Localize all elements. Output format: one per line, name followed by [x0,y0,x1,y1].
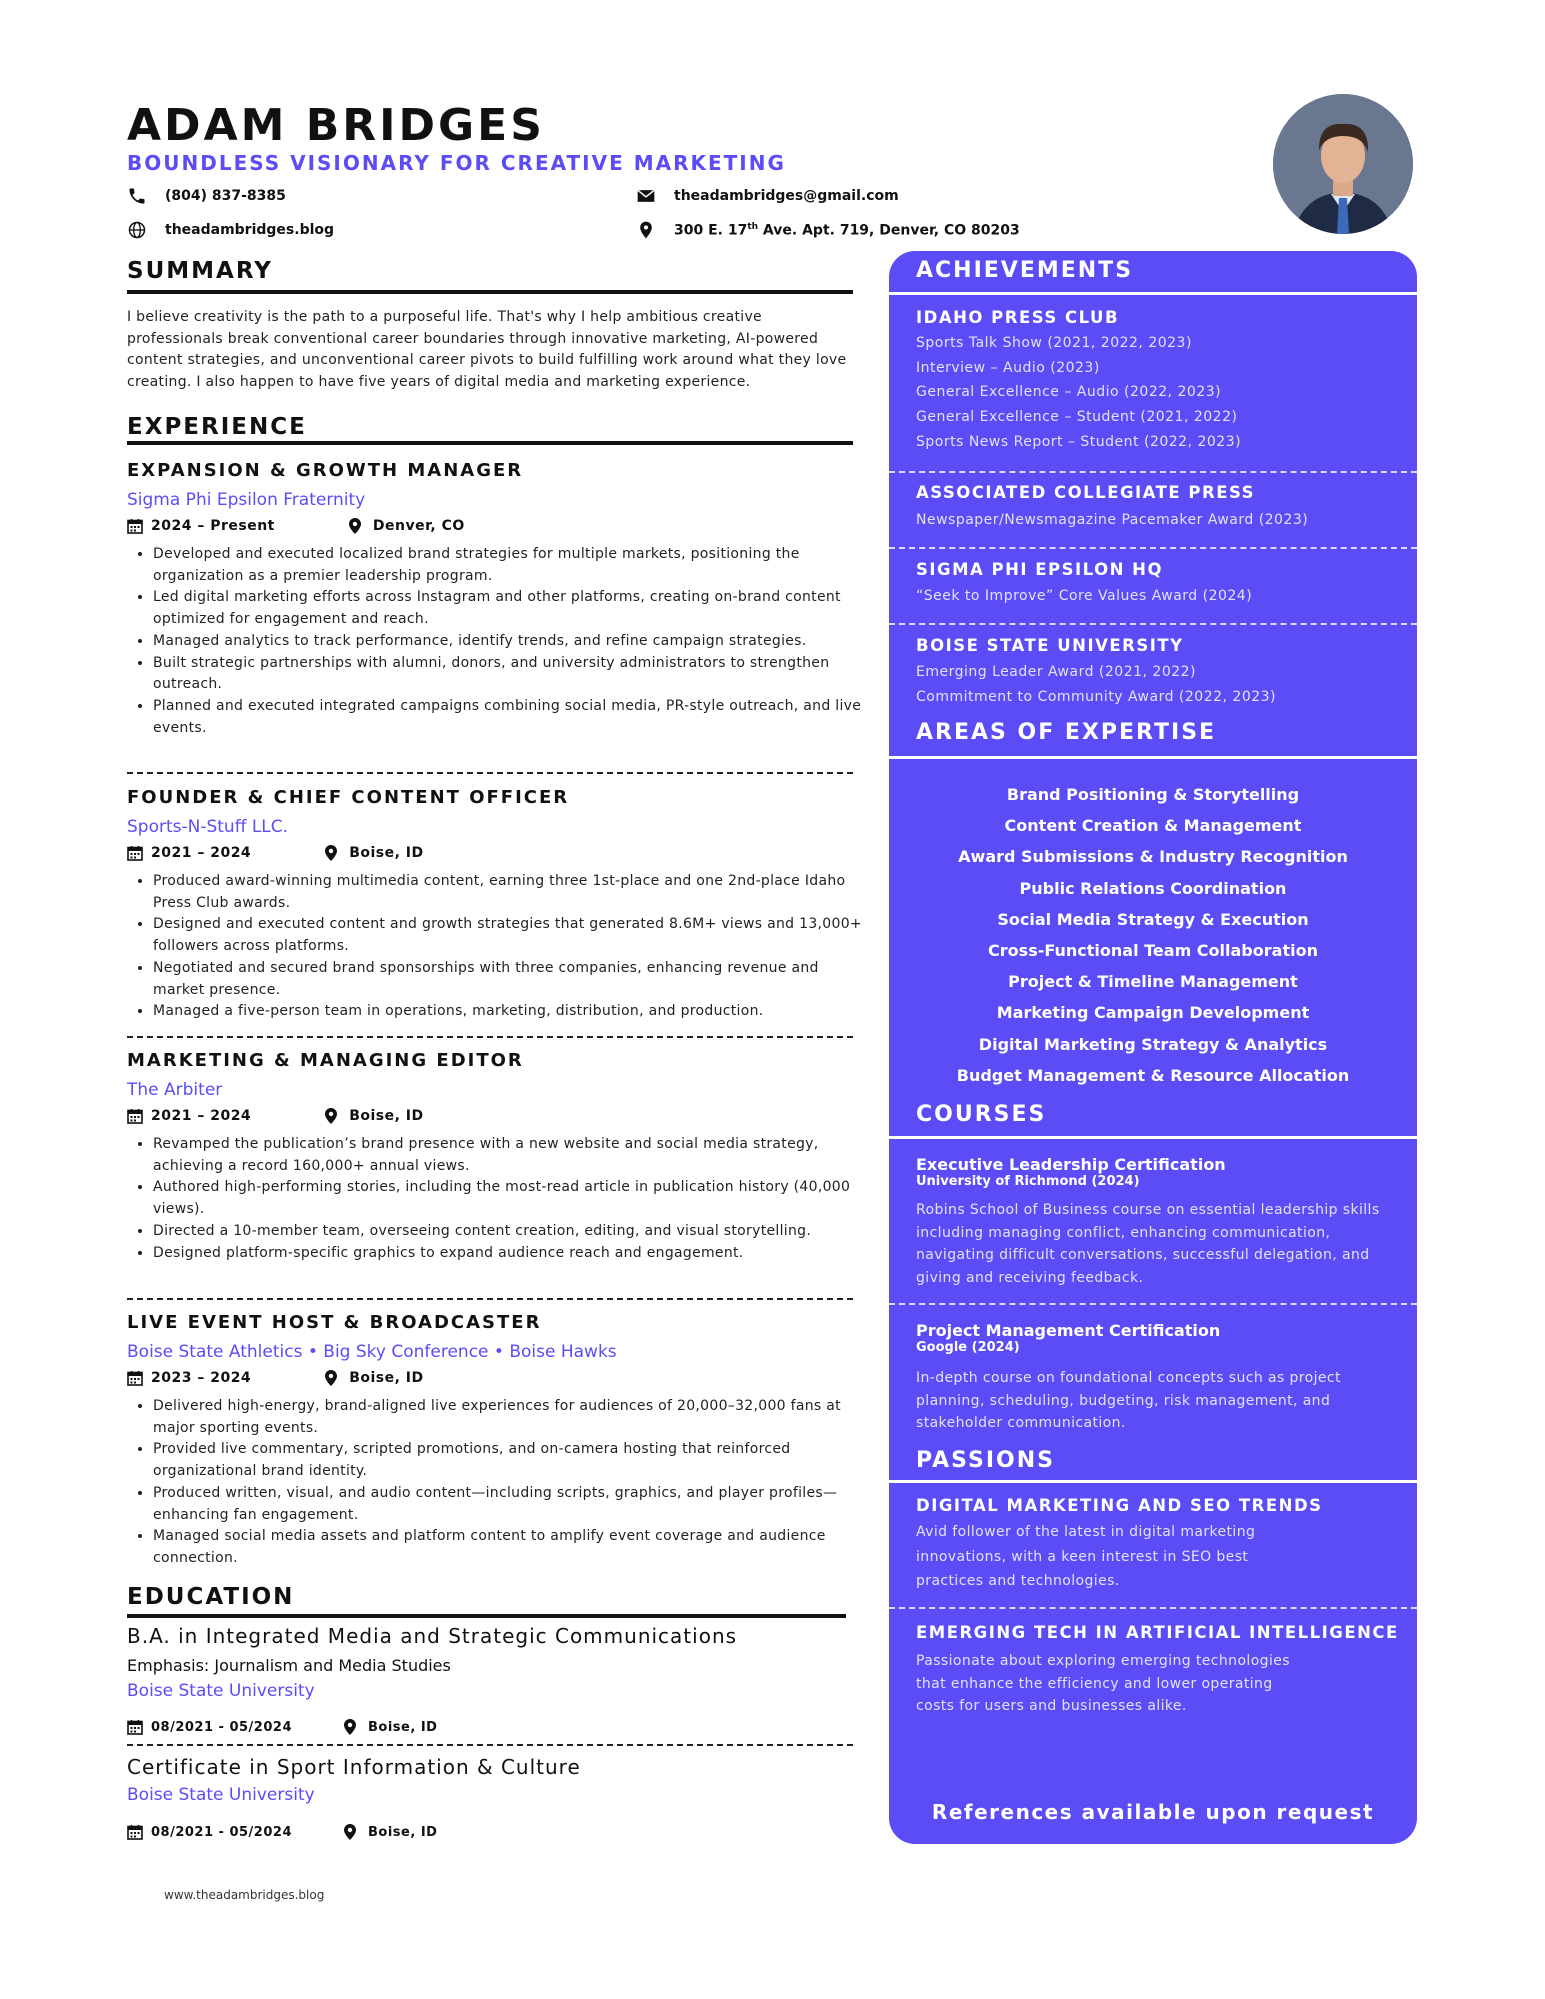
courses-rule [889,1136,1417,1139]
list-item: General Excellence – Audio (2022, 2023) [916,384,1222,401]
list-item: • Produced award-winning multimedia content, earning three 1st-place and one 2nd-place Idaho Press Club awards. [153,871,863,914]
course-divider [889,1303,1417,1305]
person-avatar-icon [1273,94,1413,234]
contact-website[interactable] [127,220,334,240]
list-item: Public Relations Coordination [1019,878,1287,898]
course-provider: Google (2024) [916,1340,1020,1355]
achievement-divider [889,471,1417,473]
education-location: Boise, ID [368,1719,438,1735]
passion-description: Avid follower of the latest in digital marketing innovations, with a keen interest in SEO best practices and technologies. [916,1524,1256,1589]
achievement-list [916,508,1308,533]
list-item: • Designed and executed content and growth strategies that generated 8.6M+ views and 13,000+ followers across platforms. [153,914,863,957]
summary-rule [127,290,853,294]
summary-text: I believe creativity is the path to a purposeful life. That's why I help ambitious creative professionals break conventional career boundaries through innovative marketing, AI-powered content strategies, and unconventional career pivots to build fulfilling work around what they love creating. I also happen to have five years of digital media and marketing experience. [127,309,847,390]
course-provider: University of Richmond (2024) [916,1174,1140,1189]
list-item: Newspaper/Newsmagazine Pacemaker Award (2023) [916,512,1309,528]
resume-tagline: BOUNDLESS VISIONARY FOR CREATIVE MARKETING [127,151,786,175]
website-text: theadambridges.blog [165,222,335,238]
achievements-heading: ACHIEVEMENTS [916,258,1134,283]
calendar-icon [127,1824,143,1840]
list-item: “Seek to Improve” Core Values Award (2024) [916,588,1253,604]
list-item: Marketing Campaign Development [996,1003,1310,1023]
job-meta [127,1108,424,1124]
education-degree: B.A. in Integrated Media and Strategic Communications [127,1624,738,1648]
education-degree: Certificate in Sport Information & Culture [127,1755,581,1779]
resume-name: ADAM BRIDGES [127,100,545,151]
list-item: • Revamped the publication’s brand presence with a new website and social media strategy, achieving a record 160,000+ annual views. [153,1134,863,1177]
phone-icon [127,186,147,206]
list-item: Interview – Audio (2023) [916,359,1100,376]
list-item: Digital Marketing Strategy & Analytics [978,1034,1328,1054]
achievement-org: ASSOCIATED COLLEGIATE PRESS [916,483,1255,502]
list-item: Award Submissions & Industry Recognition [958,847,1348,867]
location-pin-icon [344,1824,356,1840]
job-dates: 2021 – 2024 [151,845,252,861]
course-name: Project Management Certification [916,1321,1221,1340]
calendar-icon [127,1370,143,1386]
list-item: General Excellence – Student (2021, 2022) [916,409,1238,426]
achievement-org: BOISE STATE UNIVERSITY [916,636,1184,655]
location-pin-icon [325,1108,337,1124]
expertise-rule [889,756,1417,759]
job-bullets [127,1396,863,1570]
job-location: Boise, ID [349,1108,424,1124]
envelope-icon [636,186,656,206]
achievement-list [916,331,1241,455]
job-bullets [127,544,863,739]
footer-website[interactable]: www.theadambridges.blog [164,1888,325,1902]
list-item: • Managed social media assets and platform content to amplify event coverage and audience connection. [153,1526,863,1569]
courses-heading: COURSES [916,1102,1047,1127]
achievement-org: SIGMA PHI EPSILON HQ [916,560,1164,579]
list-item: • Led digital marketing efforts across Instagram and other platforms, creating on-brand content optimized for engagement and reach. [153,587,863,630]
education-heading: EDUCATION [127,1584,295,1610]
calendar-icon [127,1108,143,1124]
passion-description: Passionate about exploring emerging technologies that enhance the efficiency and lower operating costs for users and businesses alike. [916,1653,1290,1715]
location-pin-icon [325,845,337,861]
job-divider [127,772,853,774]
job-title: LIVE EVENT HOST & BROADCASTER [127,1312,542,1333]
job-meta [127,1370,424,1386]
education-rule [127,1614,846,1618]
list-item: Social Media Strategy & Execution [997,909,1309,929]
list-item: • Provided live commentary, scripted promotions, and on-camera hosting that reinforced organizational brand identity. [153,1439,863,1482]
course-description: In-depth course on foundational concepts such as project planning, scheduling, budgeting, risk management, and stakeholder communication. [916,1370,1341,1432]
education-divider [127,1744,853,1746]
education-location: Boise, ID [368,1824,438,1840]
list-item: Cross-Functional Team Collaboration [988,941,1318,961]
list-item: Commitment to Community Award (2022, 2023) [916,688,1277,705]
job-title: EXPANSION & GROWTH MANAGER [127,460,524,481]
passion-divider [889,1607,1417,1609]
profile-photo [1273,94,1413,234]
list-item: • Developed and executed localized brand strategies for multiple markets, positioning the organization as a premier leadership program. [153,544,863,587]
job-organization: Sports-N-Stuff LLC. [127,817,289,837]
achievement-divider [889,547,1417,549]
contact-email[interactable] [636,186,899,206]
job-organization: Boise State Athletics • Big Sky Conference • Boise Hawks [127,1342,617,1362]
job-bullets [127,1134,863,1264]
references-note: References available upon request [931,1800,1375,1824]
location-pin-icon [349,518,361,534]
achievement-divider [889,623,1417,625]
job-location: Boise, ID [349,1370,424,1386]
passion-name: EMERGING TECH IN ARTIFICIAL INTELLIGENCE [916,1623,1399,1642]
contact-phone[interactable] [127,186,286,206]
job-divider [127,1298,853,1300]
location-pin-icon [636,220,656,240]
globe-icon [127,220,147,240]
job-title: MARKETING & MANAGING EDITOR [127,1050,524,1071]
education-dates: 08/2021 - 05/2024 [151,1719,292,1735]
expertise-list [889,779,1417,1091]
list-item: Emerging Leader Award (2021, 2022) [916,664,1197,680]
job-dates: 2021 – 2024 [151,1108,252,1124]
passions-rule [889,1480,1417,1483]
course-name: Executive Leadership Certification [916,1155,1226,1174]
education-dates: 08/2021 - 05/2024 [151,1824,292,1840]
achievement-list [916,660,1276,709]
education-meta [127,1719,437,1735]
contact-address [636,220,1020,240]
job-meta [127,518,465,534]
list-item: • Planned and executed integrated campaigns combining social media, PR-style outreach, and live events. [153,696,863,739]
location-pin-icon [344,1719,356,1735]
list-item: • Authored high-performing stories, including the most-read article in publication history (40,000 views). [153,1177,863,1220]
calendar-icon [127,518,143,534]
list-item: Brand Positioning & Storytelling [1006,785,1300,804]
location-pin-icon [325,1370,337,1386]
education-school: Boise State University [127,1785,315,1805]
address-text: 300 E. 17th Ave. Apt. 719, Denver, CO 80203 [674,221,1020,239]
passions-heading: PASSIONS [916,1448,1055,1473]
list-item: • Built strategic partnerships with alumni, donors, and university administrators to strengthen outreach. [153,653,863,696]
job-dates: 2024 – Present [151,518,275,534]
expertise-heading: AREAS OF EXPERTISE [916,720,1217,745]
passion-name: DIGITAL MARKETING AND SEO TRENDS [916,1496,1323,1515]
experience-heading: EXPERIENCE [127,414,307,440]
list-item: • Delivered high-energy, brand-aligned live experiences for audiences of 20,000–32,000 fans at major sporting events. [153,1396,863,1439]
education-meta [127,1824,437,1840]
job-bullets [127,871,863,1023]
calendar-icon [127,845,143,861]
list-item: Project & Timeline Management [1008,972,1298,992]
job-location: Boise, ID [349,845,424,861]
job-divider [127,1036,853,1038]
list-item: • Managed a five-person team in operations, marketing, distribution, and production. [153,1001,863,1023]
list-item: Sports News Report – Student (2022, 2023) [916,433,1242,450]
achievements-rule [889,292,1417,295]
list-item: • Produced written, visual, and audio content—including scripts, graphics, and player profiles—enhancing fan engagement. [153,1483,863,1526]
list-item: Sports Talk Show (2021, 2022, 2023) [916,335,1192,351]
course-description: Robins School of Business course on essential leadership skills including managing conflict, enhancing communication, navigating difficult conversations, successful delegation, and giving and receiving feedback. [916,1202,1380,1287]
job-title: FOUNDER & CHIEF CONTENT OFFICER [127,787,570,808]
job-meta [127,845,424,861]
list-item: Budget Management & Resource Allocation [956,1065,1350,1085]
education-school: Boise State University [127,1681,315,1701]
list-item: Content Creation & Management [1004,816,1302,836]
job-location: Denver, CO [372,518,465,534]
job-organization: Sigma Phi Epsilon Fraternity [127,490,366,510]
job-organization: The Arbiter [127,1080,223,1100]
achievement-list [916,584,1252,609]
experience-rule [127,441,853,445]
calendar-icon [127,1719,143,1735]
achievement-org: IDAHO PRESS CLUB [916,308,1120,327]
list-item: • Negotiated and secured brand sponsorships with three companies, enhancing revenue and market presence. [153,958,863,1001]
email-text: theadambridges@gmail.com [674,188,899,204]
list-item: • Designed platform-specific graphics to expand audience reach and engagement. [153,1243,863,1265]
education-emphasis: Emphasis: Journalism and Media Studies [127,1656,451,1675]
list-item: • Directed a 10-member team, overseeing content creation, editing, and visual storytelling. [153,1221,863,1243]
phone-text: (804) 837-8385 [165,188,286,204]
summary-heading: SUMMARY [127,258,273,284]
list-item: • Managed analytics to track performance, identify trends, and refine campaign strategies. [153,631,863,653]
job-dates: 2023 – 2024 [151,1370,252,1386]
